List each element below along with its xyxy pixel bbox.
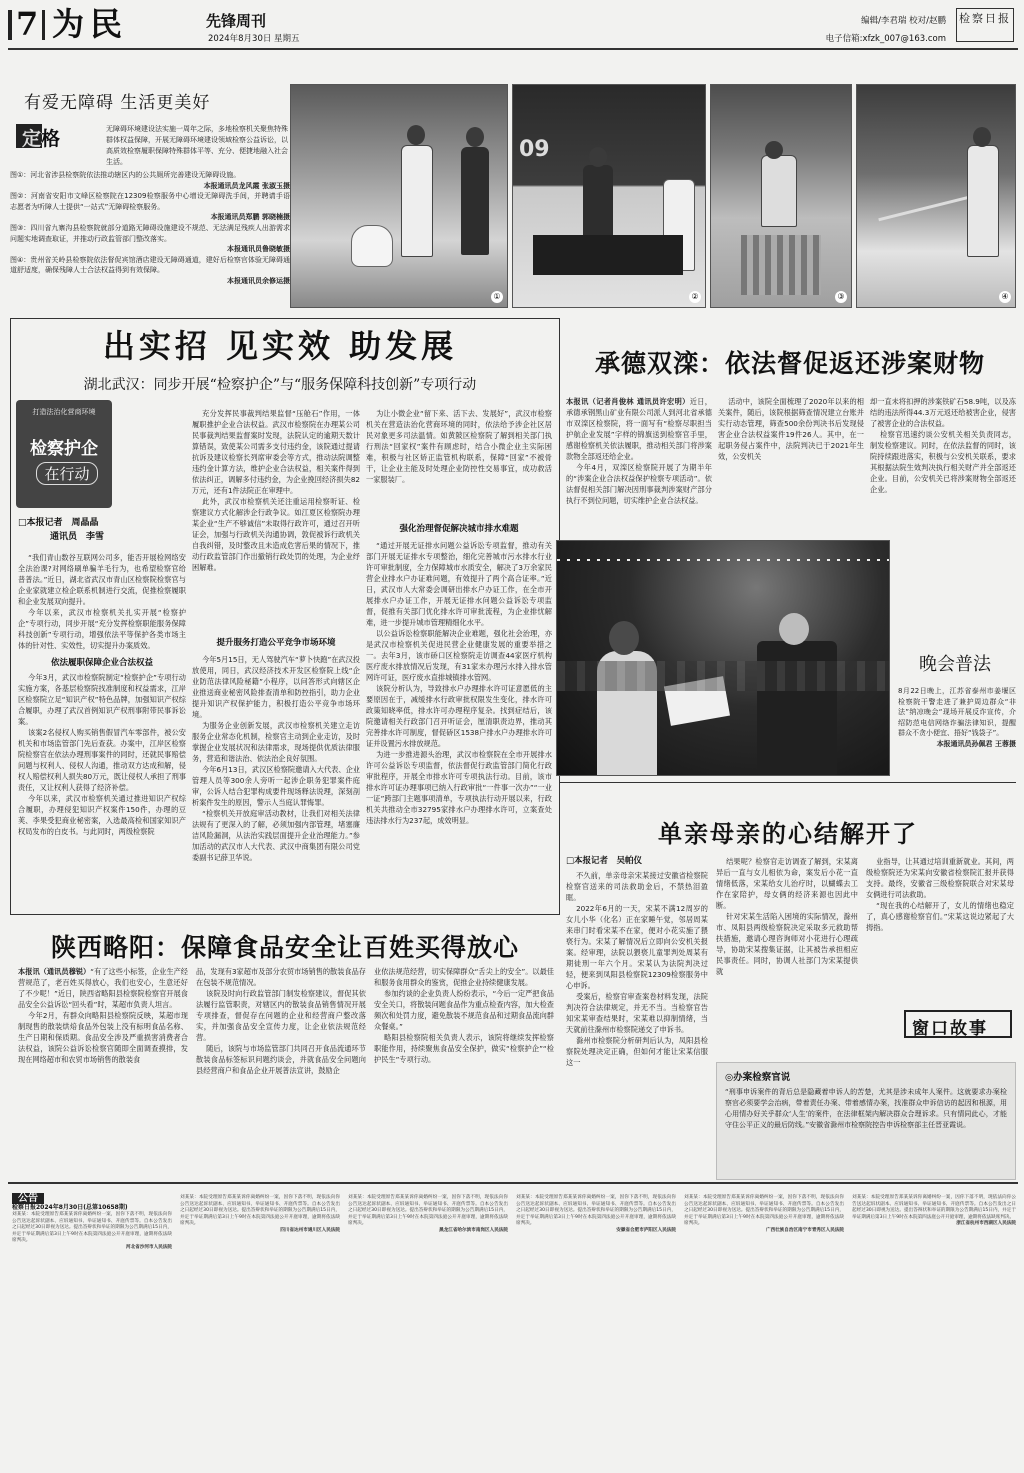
notice-rule <box>8 1182 1018 1184</box>
chengde-headline: 承德双滦：依法督促返还涉案财物 <box>594 349 985 378</box>
paragraph: 针对宋某生活陷入困境的实际情况，滁州市、凤阳县两级检察院决定采取多元救助帮扶措施，邀请心理咨询师对小花进行心理疏导，协助宋某搜集证据，让其被告承担相应民事责任。同时，协调人社部门为宋某提供就 <box>716 912 858 976</box>
caption-text: 图③：四川省九寨沟县检察院就部分道路无障碍设施建设不规范、无法满足残疾人出游需求问题实地调查取证，并推动行政监管部门整改落实。 <box>10 223 290 243</box>
chengde-col-3 <box>870 396 1016 536</box>
paragraph: 结果呢？检察官走访调查了解到，宋某离异后一直与女儿相依为命，案发后小花一直情绪低落，宋某给女儿治疗时，以蝴蝶去工作在家陪护，母女俩的经济来源也因此中断。 <box>716 857 858 910</box>
intro: 无障碍环境建设法实施一周年之际，多地检察机关聚焦特殊群体权益保障，开展无障碍环境建设领域检察公益诉讼，以高质效检察履职保障特殊群体平等、充分、便捷地融入社会生活。 <box>106 125 288 166</box>
badge-main: 检察护企 <box>30 439 98 459</box>
wuhan-subhead: 湖北武汉：同步开展“检察护企”与“服务保障科技创新”专项行动 <box>83 377 477 393</box>
caption-1 <box>10 170 290 191</box>
chengde-col-1 <box>566 396 712 536</box>
person-head <box>589 147 607 167</box>
paragraph: 却一直未将扣押的涉案铁矿石58.9吨，以及冻结的违法所得44.3万元返还给被害企业，侵害了被害企业的合法权益。 <box>870 397 1016 428</box>
wuhan-headline: 出实招 见实效 助发展 <box>102 327 458 365</box>
byline-reporter: □本报记者 周晶晶 <box>18 518 99 528</box>
paragraph: “通过开展无证排水问题公益诉讼专项监督，推动有关部门开展无证排水专项整治，细化完善城市污水排水行业许可审批制度，全力保障城市水质安全，解决了3万余家民营企业排水户办证难问题，有效提升了两个高合证率。”近日，武汉市人大常委会调研出排水户办证工作，在全市开展排水户办证工作，开展无证排水问题公益诉讼专项监督，促推有关部门优化排水许可审批流程，为企业排忧解难，进一步提升城市管理精细化水平。 <box>366 541 552 627</box>
wuhan-col-3 <box>366 408 552 512</box>
court-name: 广西壮族自治区南宁市青秀区人民法院 <box>765 1227 844 1233</box>
prosecutor-comment-box <box>716 1062 1016 1180</box>
caption-text: 图④：贵州省关岭县检察院依法督促宾馆酒店建设无障碍通道，建好后检察官体验无障碍通道舒适度，确保残障人士合法权益得到有效保障。 <box>10 255 290 275</box>
notice-title: 公告 <box>12 1193 44 1204</box>
mother-headline: 单亲母亲的心结解开了 <box>658 819 918 848</box>
masthead-rule <box>8 48 1018 50</box>
caption-credit: 本报通讯员郑鹏 郭晓楠摄 <box>210 213 290 222</box>
caption-text: 图①：河北省涉县检察院依法推动辖区内的公共厕所完善建设无障碍设施。 <box>10 171 241 179</box>
photo-1 <box>290 84 508 308</box>
wuhan-col-2b <box>192 654 360 908</box>
paragraph: 为让小微企业“留下来、活下去、发展好”，武汉市检察机关在营造法治化营商环境的同时，依法给予涉企社区居民对象更多司法温情。如黄陂区检察院了解到相关部门执行刑法“回家权”案件有顾虑时，结合小微企业主实际困难，积极与社区矫正监管机构联系，保障“回家”不被骨干，让企业主能及时处理企业防控性交易事宜，成功救活一家服装厂。 <box>366 409 552 484</box>
byline <box>18 516 178 544</box>
column-name: 先锋周刊 <box>206 12 267 30</box>
mother-col-3 <box>866 856 1014 976</box>
evening-caption <box>898 686 1016 776</box>
paragraph: 该院分析认为，导致排水户办理排水许可证意愿低的主要原因在于，减缓排水行政审批权限发生变化，排水许可政策知晓率低，排水许可办理程序复杂。找到症结后，该院邀请相关行政部门召开听证会，厘清职责边界，推动其完善排水许可制度，督促硚区1538户排水户办理排水许可证并设置污水排放规范。 <box>366 684 552 748</box>
notice-text: 刘某某：本院受理原告郑某某诉你离婚纠纷一案，因你下落不明，现依法向你公告送达起诉状副本、应诉通知书、举证通知书、开庭传票等。自本公告发出之日起经过30日即视为送达。提出答辩状和举证的期限为公告期满后15日内，并定于举证期满后第3日上午9时在本院第四法庭公开开庭审理，逾期将依法缺席判决。 <box>684 1195 844 1227</box>
page-number-divider <box>42 10 45 40</box>
page-number: 7 <box>16 5 39 43</box>
notice-text: 刘某某：本院受理原告郑某某诉你离婚纠纷一案，因你下落不明，现依法向你公告送达起诉状副本、应诉通知书、举证通知书、开庭传票等。自本公告发出之日起经过30日即视为送达。提出答辩状和举证的期限为公告期满后15日内，并定于举证期满后第3日上午9时在本院第四法庭公开开庭审理，逾期将依法缺席判决。 <box>852 1195 1016 1220</box>
paragraph: 2022年6月的一天，宋某不满12周岁的女儿小华（化名）正在家睡午觉，邻居周某来串门时看宋某不在家，便对小花实施了猥亵行为。宋某了解情况后立即向公安机关报案。经审理，法院以猥亵儿童罪判处周某有期徒刑一年六个月。宋某认为法院判决过轻，便来到凤阳县检察院12309检察服务中心申诉。 <box>566 904 708 990</box>
photo-4 <box>856 84 1016 308</box>
caption-credit: 本报通讯员孙佩君 王蓉摄 <box>936 739 1016 748</box>
photo-3 <box>710 84 852 308</box>
shaanxi-byline: 本报讯（通讯员穆锐） <box>18 967 91 976</box>
toilet-shape <box>351 225 393 267</box>
badge-action: 在行动 <box>36 462 98 485</box>
court-name: 浙江省杭州市西湖区人民法院 <box>956 1221 1016 1227</box>
editors: 编辑/李君瑞 校对/赵鹏 <box>861 16 946 26</box>
paragraph: 今年2月，有群众向略阳县检察院反映，某超市现制现售的散装烘焙食品外包装上没有标明食品名称、生产日期和保质期。食品安全涉及严重损害消费者合法权益，该院公益诉讼检察官随即全面调查摸排，发现在网络超市和农贸市场销售的散装食 <box>18 1011 188 1064</box>
wuhan-col-2 <box>192 408 360 628</box>
court-name: 安徽省合肥市庐阳区人民法院 <box>616 1227 676 1233</box>
paragraph: 滁州市检察院分析研判后认为，凤阳县检察院处理决定正确，但如何才能让宋某信服这一 <box>566 1036 708 1067</box>
person-figure <box>583 165 613 245</box>
crowd-band <box>557 661 889 691</box>
person-head <box>466 127 484 147</box>
paragraph: 该案2名侵权人购买销售假冒汽车零部件，被公安机关和市场监管部门先后查获。办案中，江岸区检察院检察官在依法办理刑事案件的同时，还就民事赔偿问题与权利人、侵权人沟通，推动双方达成和解，侵权人赔偿权利人损失80万元，既让侵权人承担了刑事责任，又让权利人获得了经济补偿。 <box>18 728 186 792</box>
paragraph: 检察官迅速约谈公安机关相关负责同志，制发检察建议。同时，在依法监督的同时，该院持续跟进落实，积极与公安机关联系，要求其根据法院生效判决执行相关财产并全部返还企业。目前，公安机关已将涉案财物全部返还企业。 <box>870 430 1016 494</box>
notice-label <box>12 1186 172 1204</box>
section-title: 为民 <box>52 5 129 43</box>
person-head <box>765 141 783 159</box>
comment-text: “刑事申诉案件的背后总是隐藏着申诉人的苦楚，尤其是涉未成年人案件。这就要求办案检察官必须要学会治病，带着责任办案、带着感情办案，找准群众申诉信访的起因和根源，用心用情办好关乎群众‘人生’的案件，在法律框架内解决群众合理诉求。只有情同此心，才能守住公平正义的最后防线。”安徽省滁州市检察院控告申诉检察部主任晋亚霞说。 <box>725 1088 1007 1129</box>
notice-sublabel: 检察日报2024年8月30日(总第10658期) <box>12 1204 128 1211</box>
tactile-path <box>741 235 821 295</box>
mother-col-1 <box>566 870 708 1067</box>
paragraph: 近日，承德承钢黑山矿业有限公司派人到河北省承德市双滦区检察院，将一面写有“检察尽职担当 护航企业发展”字样的锦旗送到检察官手里，感谢检察机关依法履职，推动相关部门将涉案款物全部返还给企业。 <box>566 397 712 461</box>
caption-credit: 本报通讯员龙风霞 张淑玉摄 <box>203 181 290 190</box>
shaanxi-col-1 <box>18 966 188 1180</box>
email: 电子信箱:xfzk_007@163.com <box>825 34 946 44</box>
notice-text: 刘某某：本院受理原告郑某某诉你离婚纠纷一案，因你下落不明，现依法向你公告送达起诉状副本、应诉通知书、举证通知书、开庭传票等。自本公告发出之日起经过30日即视为送达。提出答辩状和举证的期限为公告期满后15日内，并定于举证期满后第3日上午9时在本院第四法庭公开开庭审理，逾期将依法缺席判决。 <box>516 1195 676 1227</box>
caption-text: 图②：河南省安阳市文峰区检察院在12309检察服务中心增设无障碍洗手间，并聘请手语志愿者为听障人士提供“一站式”无障碍检察服务。 <box>10 192 290 211</box>
court-name: 黑龙江省哈尔滨市南岗区人民法院 <box>439 1227 508 1233</box>
paragraph: 受案后，检察官审查案卷材料发现，法院判决符合法律规定，并无不当。当检察官告知宋某审查结果时，宋某难以抑制情绪，当天就前往滁州市检察院递交了申诉书。 <box>566 992 708 1034</box>
paragraph: 为服务企业创新发展，武汉市检察机关建立走访服务企业常态化机制，检察官主动到企业走访，及时掌握企业发展状况和法律需求，现场提供优质法律服务，营造和谐法治、依法治企良好氛围。 <box>192 721 360 763</box>
jiancha-huqi-badge <box>16 400 112 508</box>
wuhan-col-1a <box>18 552 186 648</box>
caption-credit: 本报通讯员余修运摄 <box>227 276 290 285</box>
court-name: 四川省达州市通川区人民法院 <box>280 1227 340 1233</box>
paragraph: 品，发现有3家超市及部分农贸市场销售的散装食品存在包装不规范情况。 <box>196 967 366 987</box>
subhead-2: 提升服务打造公平竞争市场环境 <box>216 638 336 648</box>
person-figure <box>461 147 489 255</box>
dingge-badge <box>16 124 100 148</box>
paragraph: 以公益诉讼检察职能解决企业难题，强化社会治理，亦是武汉市检察机关促进民营企业健康发展的重要举措之一。去年3月，该市硚口区检察院走访调查44家医疗机构医疗废水排放情况后发现，有31家未办理污水排入排水管网许可证，医疗废水直排城镇排水管网。 <box>366 629 552 682</box>
subhead-3: 强化治理督促解决城市排水难题 <box>399 524 519 534</box>
notice-text: 刘某某：本院受理原告郑某某诉你离婚纠纷一案，因你下落不明，现依法向你公告送达起诉状副本、应诉通知书、举证通知书、开庭传票等。自本公告发出之日起经过30日即视为送达。提出答辩状和举证的期限为公告期满后15日内，并定于举证期满后第3日上午9时在本院第四法庭公开开庭审理，逾期将依法缺席判决。 <box>348 1195 508 1227</box>
paragraph: “有了这些小标签，企业生产经营规范了，老百姓买得放心，我们也安心，生意还好了不少呢！”近日，陕西省略阳县检察院检察官开展食品安全公益诉讼“回头看”时，某超市负责人坦言。 <box>18 967 188 1009</box>
photo-number: ② <box>689 291 701 303</box>
notice-column <box>180 1195 340 1465</box>
headline: 有爱无障碍 生活更美好 <box>24 93 211 113</box>
chengde-col-2 <box>718 396 864 536</box>
notice-column <box>348 1195 508 1465</box>
paragraph: 充分发挥民事裁判结果监督“压舱石”作用，一体履职推护企业合法权益。武汉市检察院在办理某公司民事裁判结果监督案时发现，法院认定的逾期天数计算错误，致使某公司需多支付违约金，该院通过提请抗诉及建议检察长列席审委会等方式，推动法院调整违约金计算方法，维护企业合法权益，相关案件得到依法纠正，调解多付违约金，为企业挽回经济损失82万元，还有1件法院正在审理中。 <box>192 409 360 495</box>
captions <box>10 170 290 320</box>
shaanxi-col-2 <box>196 966 366 1180</box>
badge-top: 打造法治化营商环境 <box>32 408 96 416</box>
paragraph: 活动中，该院全面梳理了2020年以来的相关案件，随后，该院根据筛查情况建立台账并实行动态管理，筛查500余份判决书后发现侵害企业合法权益案件19件26人。其中，在一起职务侵占案件中，法院判决已于2021年生效，公安机关 <box>718 397 864 461</box>
paragraph: 业指导，让其通过培训重新就业。其间，两级检察院还为宋某向安徽省检察院汇报并获得支持。最终，安徽省三级检察院联合对宋某母女俩进行司法救助。 <box>866 857 1014 899</box>
mother-col-2 <box>716 856 858 1060</box>
paragraph: 不久前，单亲母亲宋某接过安徽省检察院检察官送来的司法救助金后，不禁热泪盈眶。 <box>566 871 708 902</box>
badge-text: 定格 <box>22 128 61 150</box>
shaanxi-col-3 <box>374 966 554 1180</box>
person-figure <box>401 145 433 257</box>
byline-correspondent: 通讯员 李雪 <box>50 532 105 542</box>
accessibility-story <box>10 84 290 320</box>
wuhan-col-3b <box>366 540 552 908</box>
masthead <box>8 6 1018 46</box>
photo-number: ① <box>491 291 503 303</box>
paragraph: 略阳县检察院相关负责人表示，该院将继续发挥检察职能作用，持续聚焦食品安全保护，做实“检察护企”“检护民生”专项行动。 <box>374 1033 554 1064</box>
paragraph: 今年4月，双滦区检察院开展了为期半年的“涉案企业合法权益保护检察专项活动”。依法督促相关部门解决因刑事裁判涉案财产部分执行不到位问题，切实维护企业合法权益。 <box>566 463 712 505</box>
issue-date: 2024年8月30日 星期五 <box>208 34 300 44</box>
paragraph: 随后，该院与市场监管部门共同召开食品流通环节散装食品标签标识问题约谈会，并就食品安全问题向县经营商户和食品企业开展普法宣讲，鼓励企 <box>196 1044 366 1075</box>
notice-column <box>12 1212 172 1466</box>
service-counter <box>533 235 683 275</box>
paragraph: “检察机关开放庭审活动教材，让我们对相关法律法规有了更深入的了解，必须加强内部管理，堵塞廉洁风险漏洞，从法治实践层面提升企业治理能力。”参加活动的武汉市人大代表、武汉中商集团有限公司党委副书记薛卫华说。 <box>192 809 360 862</box>
photo-2 <box>512 84 706 308</box>
photo-number: ④ <box>999 291 1011 303</box>
paragraph: 为进一步推进源头治理，武汉市检察院在全市开展排水许可公益诉讼专项监督，依法督促行政监管部门简化行政审批程序，开展全市排水许可专项执法行动。目前，该市排水许可证办理事项已纳入行政审批“一件事一次办”“一业一证”跨部门主题事项清单，专项执法行动开展以来，行政机关共推动全市32795家排水户办理排水许可，立案查处违法排水行为237起，成效明显。 <box>366 750 552 825</box>
wuhan-col-1b <box>18 672 186 908</box>
notice-text: 刘某某：本院受理原告郑某某诉你离婚纠纷一案，因你下落不明，现依法向你公告送达起诉状副本、应诉通知书、举证通知书、开庭传票等。自本公告发出之日起经过30日即视为送达。提出答辩状和举证的期限为公告期满后15日内，并定于举证期满后第3日上午9时在本院第四法庭公开开庭审理，逾期将依法缺席判决。 <box>12 1212 172 1244</box>
notice-column <box>684 1195 844 1465</box>
light-string <box>557 559 889 561</box>
paragraph: 今年以来，武汉市检察机关扎实开展“检察护企”专项行动，同步开展“充分发挥检察职能服务保障科技创新”专项行动，增强依法平等保护各类市场主体的针对性、实效性，切实提升办案质效。 <box>18 608 186 650</box>
comment-title: ◎办案检察官说 <box>725 1072 791 1083</box>
newspaper-logo: 检察日报 <box>956 8 1014 42</box>
subhead-1: 依法履职保障企业合法权益 <box>50 658 153 668</box>
paragraph: “现在我的心结解开了，女儿的情绪也稳定了，真心感谢检察官们。”宋某这说边紧起了大拇指。 <box>866 901 1014 932</box>
shaanxi-headline: 陕西略阳：保障食品安全让百姓买得放心 <box>50 933 519 962</box>
paragraph: 业依法规范经营，切实保障群众“舌尖上的安全”。以最佳和服务食用群众的鉴赏，促推企业持续健康发展。 <box>374 967 554 987</box>
caption-credit: 本报通讯员鲁晓敏摄 <box>227 245 290 254</box>
caption-text: 8月22日晚上，江苏省泰州市姜堰区检察院干警走进了兼护周边群众“非法”纳凉晚会“现场开展反诈宣传，介绍防范电信网络诈骗法律知识，提醒群众不贪小便宜、捂好“钱袋子”。 <box>898 687 1016 737</box>
paragraph: 今年以来，武汉市检察机关通过推进知识产权综合履职，办理侵犯知识产权案件150件，办理的豆荚、李果受犯商业秘密案，入选最高检和国家知识产权局发布的白皮书。与此同时，两级检察院 <box>18 794 186 836</box>
badge-text: 窗口故事 <box>912 1019 988 1039</box>
evening-photo <box>556 540 890 776</box>
paragraph: 参加约谈的企业负责人纷纷表示，“今后一定严把食品安全关口，将散装问题食品作为重点检查内容，加大检查频次和处罚力度，避免散装不规范食品和过期食品流向群众餐桌。” <box>374 989 554 1031</box>
evening-title: 晚会普法 <box>919 654 991 675</box>
person-figure <box>967 145 999 257</box>
caption-3 <box>10 223 290 255</box>
paragraph: 今年3月，武汉市检察院制定“检察护企”专项行动实施方案，各基层检察院找准制度和权益需求，江岸区检察院立足“知识产权”特色品牌，加强知识产权综合履职，办理了武汉首例知识产权刑事附带民事诉讼案。 <box>18 673 186 726</box>
chengde-byline: 本报讯（记者肖俊林 通讯员许宏明） <box>566 397 690 406</box>
paragraph: 该院及时向行政监管部门制发检察建议，督促其依法履行监管职责，对辖区内的散装食品销售情况开展专项排查，督促存在问题的企业和经营商户整改落实，并加强食品安全宣传力度，让企业依法规范经营。 <box>196 989 366 1042</box>
page-number-bar <box>8 10 12 40</box>
court-name: 河北省沙河市人民法院 <box>126 1244 172 1250</box>
person-head <box>407 125 425 145</box>
caption-2 <box>10 191 290 223</box>
paragraph: 此外，武汉市检察机关还注重运用检察听证、检察建议方式化解涉企行政争议。如江夏区检察院办理某企业“生产不够诚信”未取得行政许可，通过召开听证会，加强与行政机关沟通协调，敦促被诉行政机关自我纠错，及时整改且未造成危害后果的情况下，推动行政监管部门作出撤销行政处罚的处理，为企业纾困解难。 <box>192 497 360 572</box>
wall-sign-text: 09 <box>519 137 550 162</box>
paragraph: 今年6月13日，武汉区检察院邀请入大代表、企业管理人员等300余人旁听一起涉企职务犯罪案件庭审，公诉人结合犯罪构成要件现场释法说理，深刻剖析案件发生的原因，警示人当庭认罪悔罪。 <box>192 765 360 807</box>
man-head <box>779 613 809 645</box>
notice-column <box>852 1195 1016 1465</box>
person-head <box>973 127 991 147</box>
window-story-badge <box>904 1010 1012 1038</box>
caption-4 <box>10 255 290 287</box>
photo-number: ③ <box>835 291 847 303</box>
mother-byline: □本报记者 吴帕仪 <box>566 856 643 866</box>
notice-text: 刘某某：本院受理原告郑某某诉你离婚纠纷一案，因你下落不明，现依法向你公告送达起诉状副本、应诉通知书、举证通知书、开庭传票等。自本公告发出之日起经过30日即视为送达。提出答辩状和举证的期限为公告期满后15日内，并定于举证期满后第3日上午9时在本院第四法庭公开开庭审理，逾期将依法缺席判决。 <box>180 1195 340 1227</box>
woman-head <box>609 621 639 655</box>
person-figure <box>761 155 797 227</box>
paragraph: “我们青山数谷互联网公司多，能否开展检网络安全法治课?对网络刷单骗羊毛行为，也希望检察官给普普法。”近日，湖北省武汉市青山区检察院检察官与企业家就建立检企联系机制进行交流，促推检察履职和企业发展双向提升。 <box>18 553 186 606</box>
paragraph: 今年5月15日，无人驾驶汽车“萝卜快跑”在武汉投放使用，同日，武汉经济技术开发区检察院上线“企业防范法律风险秘籍”小程序，以问答形式向辖区企业推送商业秘密风险排查清单和防控指引，助力企业提升知识产权保护能力，积极打造公平竞争市场环境。 <box>192 655 360 719</box>
notice-column <box>516 1195 676 1465</box>
